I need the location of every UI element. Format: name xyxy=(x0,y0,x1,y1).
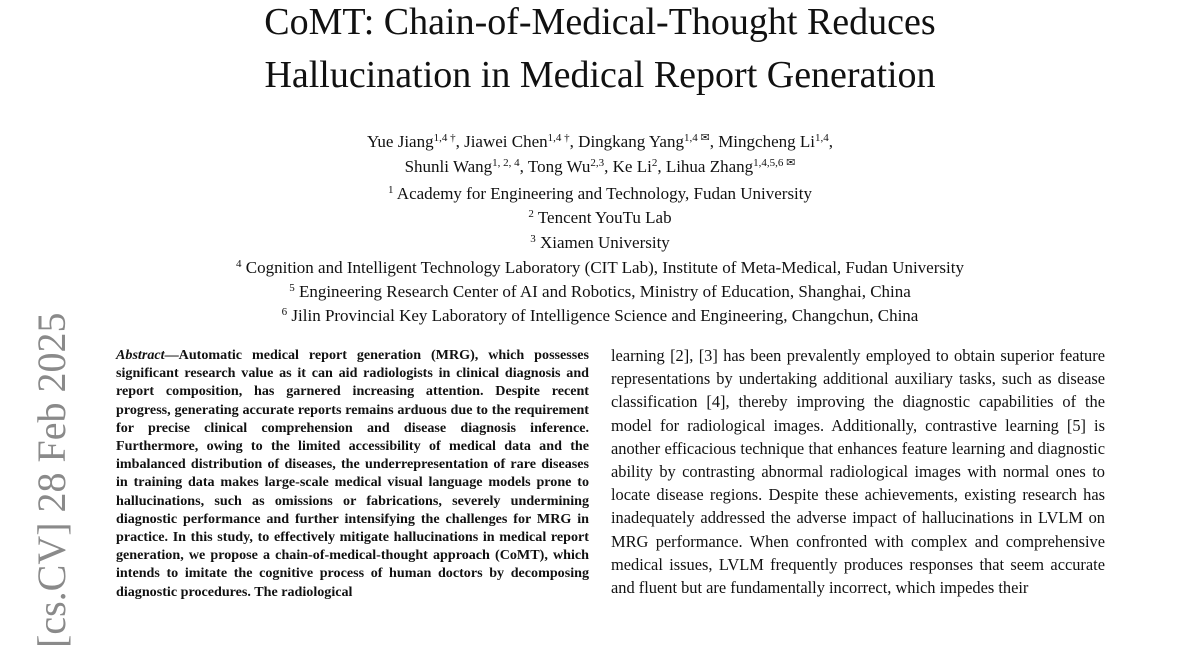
author-separator: , xyxy=(519,157,528,176)
author-separator: , xyxy=(709,132,719,151)
paper-title-line-2: Hallucination in Medical Report Generation xyxy=(264,54,936,96)
affiliation-number: 2 xyxy=(528,208,534,220)
affiliation-number: 3 xyxy=(530,233,536,245)
affiliation-5 xyxy=(0,282,1200,302)
author-separator: , xyxy=(569,132,579,151)
author-separator: , xyxy=(828,132,833,151)
affiliation-text: Jilin Provincial Key Laboratory of Intelligence Science and Engineering, Changchun, China xyxy=(291,306,919,325)
author-name: Lihua Zhang xyxy=(665,157,754,176)
author-affiliation-marker: 2 xyxy=(651,157,658,169)
abstract-text: Automatic medical report generation (MRG), which possesses significant research value as it can aid radiologists in clinical diagnosis and report composition, has garnered increasing attention. Despite recent progress, generating accurate reports remains arduous due to the requirement for precise clinical comprehension and disease diagnosis inference. Furthermore, owing to the limited accessibility of medical data and the imbalanced distribution of diseases, the underrepresentation of rare diseases in training data makes large-scale medical visual language models prone to hallucinations, such as omissions or fabrications, severely undermining diagnostic performance and further intensifying the challenges for MRG in practice. In this study, to effectively mitigate hallucinations in medical report generation, we propose a chain-of-medical-thought approach (CoMT), which intends to imitate the cognitive process of human doctors by decomposing diagnostic procedures. The radiological xyxy=(116,347,589,600)
author-name: Ke Li xyxy=(612,157,652,176)
author-affiliation-marker: 1,4 xyxy=(814,132,829,144)
author-affiliation-marker: 1,4 † xyxy=(547,132,570,144)
author-affiliation-marker: 1,4,5,6 ✉ xyxy=(753,157,796,169)
author-line-2 xyxy=(0,157,1200,177)
paper-title-line-1: CoMT: Chain-of-Medical-Thought Reduces xyxy=(264,1,936,43)
affiliation-2 xyxy=(0,208,1200,228)
arxiv-identifier-stamp: [cs.CV] 28 Feb 2025 xyxy=(29,312,74,648)
affiliation-text: Academy for Engineering and Technology, Fudan University xyxy=(396,184,813,203)
affiliation-number: 4 xyxy=(236,258,242,270)
author-name: Yue Jiang xyxy=(367,132,434,151)
author-separator: , xyxy=(604,157,613,176)
affiliation-text: Tencent YouTu Lab xyxy=(537,208,672,227)
author-line-1 xyxy=(0,132,1200,152)
author-separator: , xyxy=(657,157,666,176)
author-affiliation-marker: 1, 2, 4 xyxy=(492,157,520,169)
affiliation-6 xyxy=(0,306,1200,326)
author-affiliation-marker: 1,4 ✉ xyxy=(683,132,710,144)
author-affiliation-marker: 1,4 † xyxy=(433,132,456,144)
affiliation-number: 1 xyxy=(387,184,394,196)
author-separator: , xyxy=(455,132,465,151)
author-affiliation-marker: 2,3 xyxy=(590,157,605,169)
affiliation-3 xyxy=(0,233,1200,253)
body-text-column: learning [2], [3] has been prevalently employed to obtain superior feature representations by undertaking additional auxiliary tasks, such as disease classification [4], thereby improving the diagnostic capabilities of the model for radiological images. Additionally, contrastive learning [5] is another efficacious technique that enhances feature learning and diagnostic ability by contrasting abnormal radiological images with normal ones to locate disease regions. Despite these achievements, existing research has inadequately addressed the adverse impact of hallucinations in LVLM on MRG performance. When confronted with complex and comprehensive medical issues, LVLM frequently produces responses that seem accurate and fluent but are fundamentally incorrect, which impedes their xyxy=(611,346,1105,598)
affiliation-4 xyxy=(0,258,1200,278)
author-name: Tong Wu xyxy=(527,157,591,176)
affiliation-number: 6 xyxy=(281,306,288,318)
affiliation-1 xyxy=(0,184,1200,204)
abstract-dash: — xyxy=(164,347,179,363)
abstract-label: Abstract xyxy=(116,347,165,363)
affiliation-text: Engineering Research Center of AI and Robotics, Ministry of Education, Shanghai, China xyxy=(298,282,911,301)
author-name: Shunli Wang xyxy=(404,157,493,176)
author-name: Mingcheng Li xyxy=(718,132,815,151)
affiliation-text: Cognition and Intelligent Technology Laboratory (CIT Lab), Institute of Meta-Medical, Fudan University xyxy=(245,258,964,277)
author-name: Dingkang Yang xyxy=(578,132,684,151)
affiliation-number: 5 xyxy=(289,282,295,294)
author-name: Jiawei Chen xyxy=(464,132,548,151)
affiliation-text: Xiamen University xyxy=(539,233,670,252)
abstract-paragraph xyxy=(116,346,589,601)
